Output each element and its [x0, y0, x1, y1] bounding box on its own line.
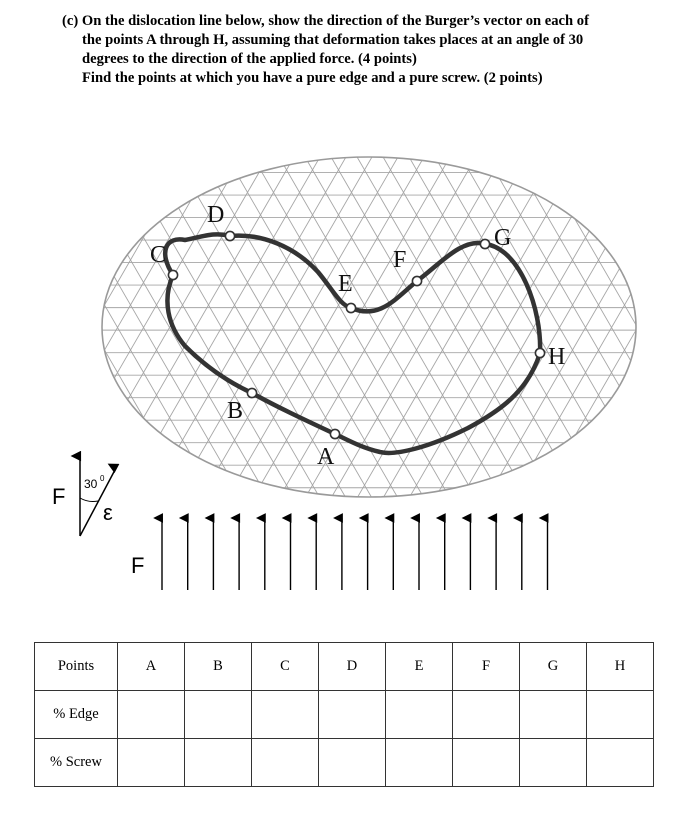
applied-force-arrows — [162, 518, 548, 590]
label-d: D — [207, 202, 225, 228]
point-d-marker[interactable] — [225, 231, 234, 240]
point-b-marker[interactable] — [247, 388, 256, 397]
question-line-3: degrees to the direction of the applied force. (4 points) — [82, 51, 417, 67]
edge-cell-h[interactable] — [587, 691, 654, 739]
label-a: A — [317, 444, 335, 470]
header-col-b: B — [185, 643, 252, 691]
force-legend — [52, 456, 116, 536]
screw-cell-d[interactable] — [319, 739, 386, 787]
question-line-4: Find the points at which you have a pure edge and a pure screw. (2 points) — [82, 70, 543, 86]
triangular-lattice — [0, 150, 688, 505]
header-col-d: D — [319, 643, 386, 691]
edge-cell-e[interactable] — [386, 691, 453, 739]
label-h: H — [548, 344, 566, 370]
header-col-h: H — [587, 643, 654, 691]
edge-cell-d[interactable] — [319, 691, 386, 739]
header-col-c: C — [252, 643, 319, 691]
legend-force-label: F — [52, 484, 66, 509]
table-row-edge — [35, 691, 654, 739]
angle-degree: 0 — [100, 474, 105, 483]
point-e-marker[interactable] — [346, 303, 355, 312]
point-a-marker[interactable] — [330, 429, 339, 438]
table-row-screw — [35, 739, 654, 787]
screw-cell-e[interactable] — [386, 739, 453, 787]
edge-cell-c[interactable] — [252, 691, 319, 739]
angle-value: 30 — [84, 477, 98, 491]
label-g: G — [494, 225, 512, 251]
header-col-f: F — [453, 643, 520, 691]
header-col-g: G — [520, 643, 587, 691]
angle-arc — [80, 498, 98, 501]
header-col-a: A — [118, 643, 185, 691]
screw-cell-a[interactable] — [118, 739, 185, 787]
screw-cell-b[interactable] — [185, 739, 252, 787]
point-f-marker[interactable] — [412, 276, 421, 285]
row-label-screw: % Screw — [35, 739, 118, 787]
edge-cell-a[interactable] — [118, 691, 185, 739]
answer-table — [34, 642, 654, 787]
header-col-e: E — [386, 643, 453, 691]
edge-cell-f[interactable] — [453, 691, 520, 739]
row-label-edge: % Edge — [35, 691, 118, 739]
header-points: Points — [35, 643, 118, 691]
screw-cell-c[interactable] — [252, 739, 319, 787]
label-b: B — [227, 398, 244, 424]
screw-cell-f[interactable] — [453, 739, 520, 787]
point-g-marker[interactable] — [480, 239, 489, 248]
label-f: F — [393, 247, 407, 273]
label-e: E — [338, 271, 353, 297]
question-line-2: the points A through H, assuming that deformation takes places at an angle of 30 — [82, 32, 584, 48]
table-header-row — [35, 643, 654, 691]
point-c-marker[interactable] — [168, 270, 177, 279]
screw-cell-g[interactable] — [520, 739, 587, 787]
edge-cell-g[interactable] — [520, 691, 587, 739]
edge-cell-b[interactable] — [185, 691, 252, 739]
strain-symbol: ε — [103, 500, 113, 525]
applied-force-label: F — [131, 553, 145, 578]
screw-cell-h[interactable] — [587, 739, 654, 787]
label-c: C — [150, 242, 167, 268]
question-line-1: (c) On the dislocation line below, show the direction of the Burger’s vector on each of — [62, 13, 589, 29]
point-h-marker[interactable] — [535, 348, 544, 357]
